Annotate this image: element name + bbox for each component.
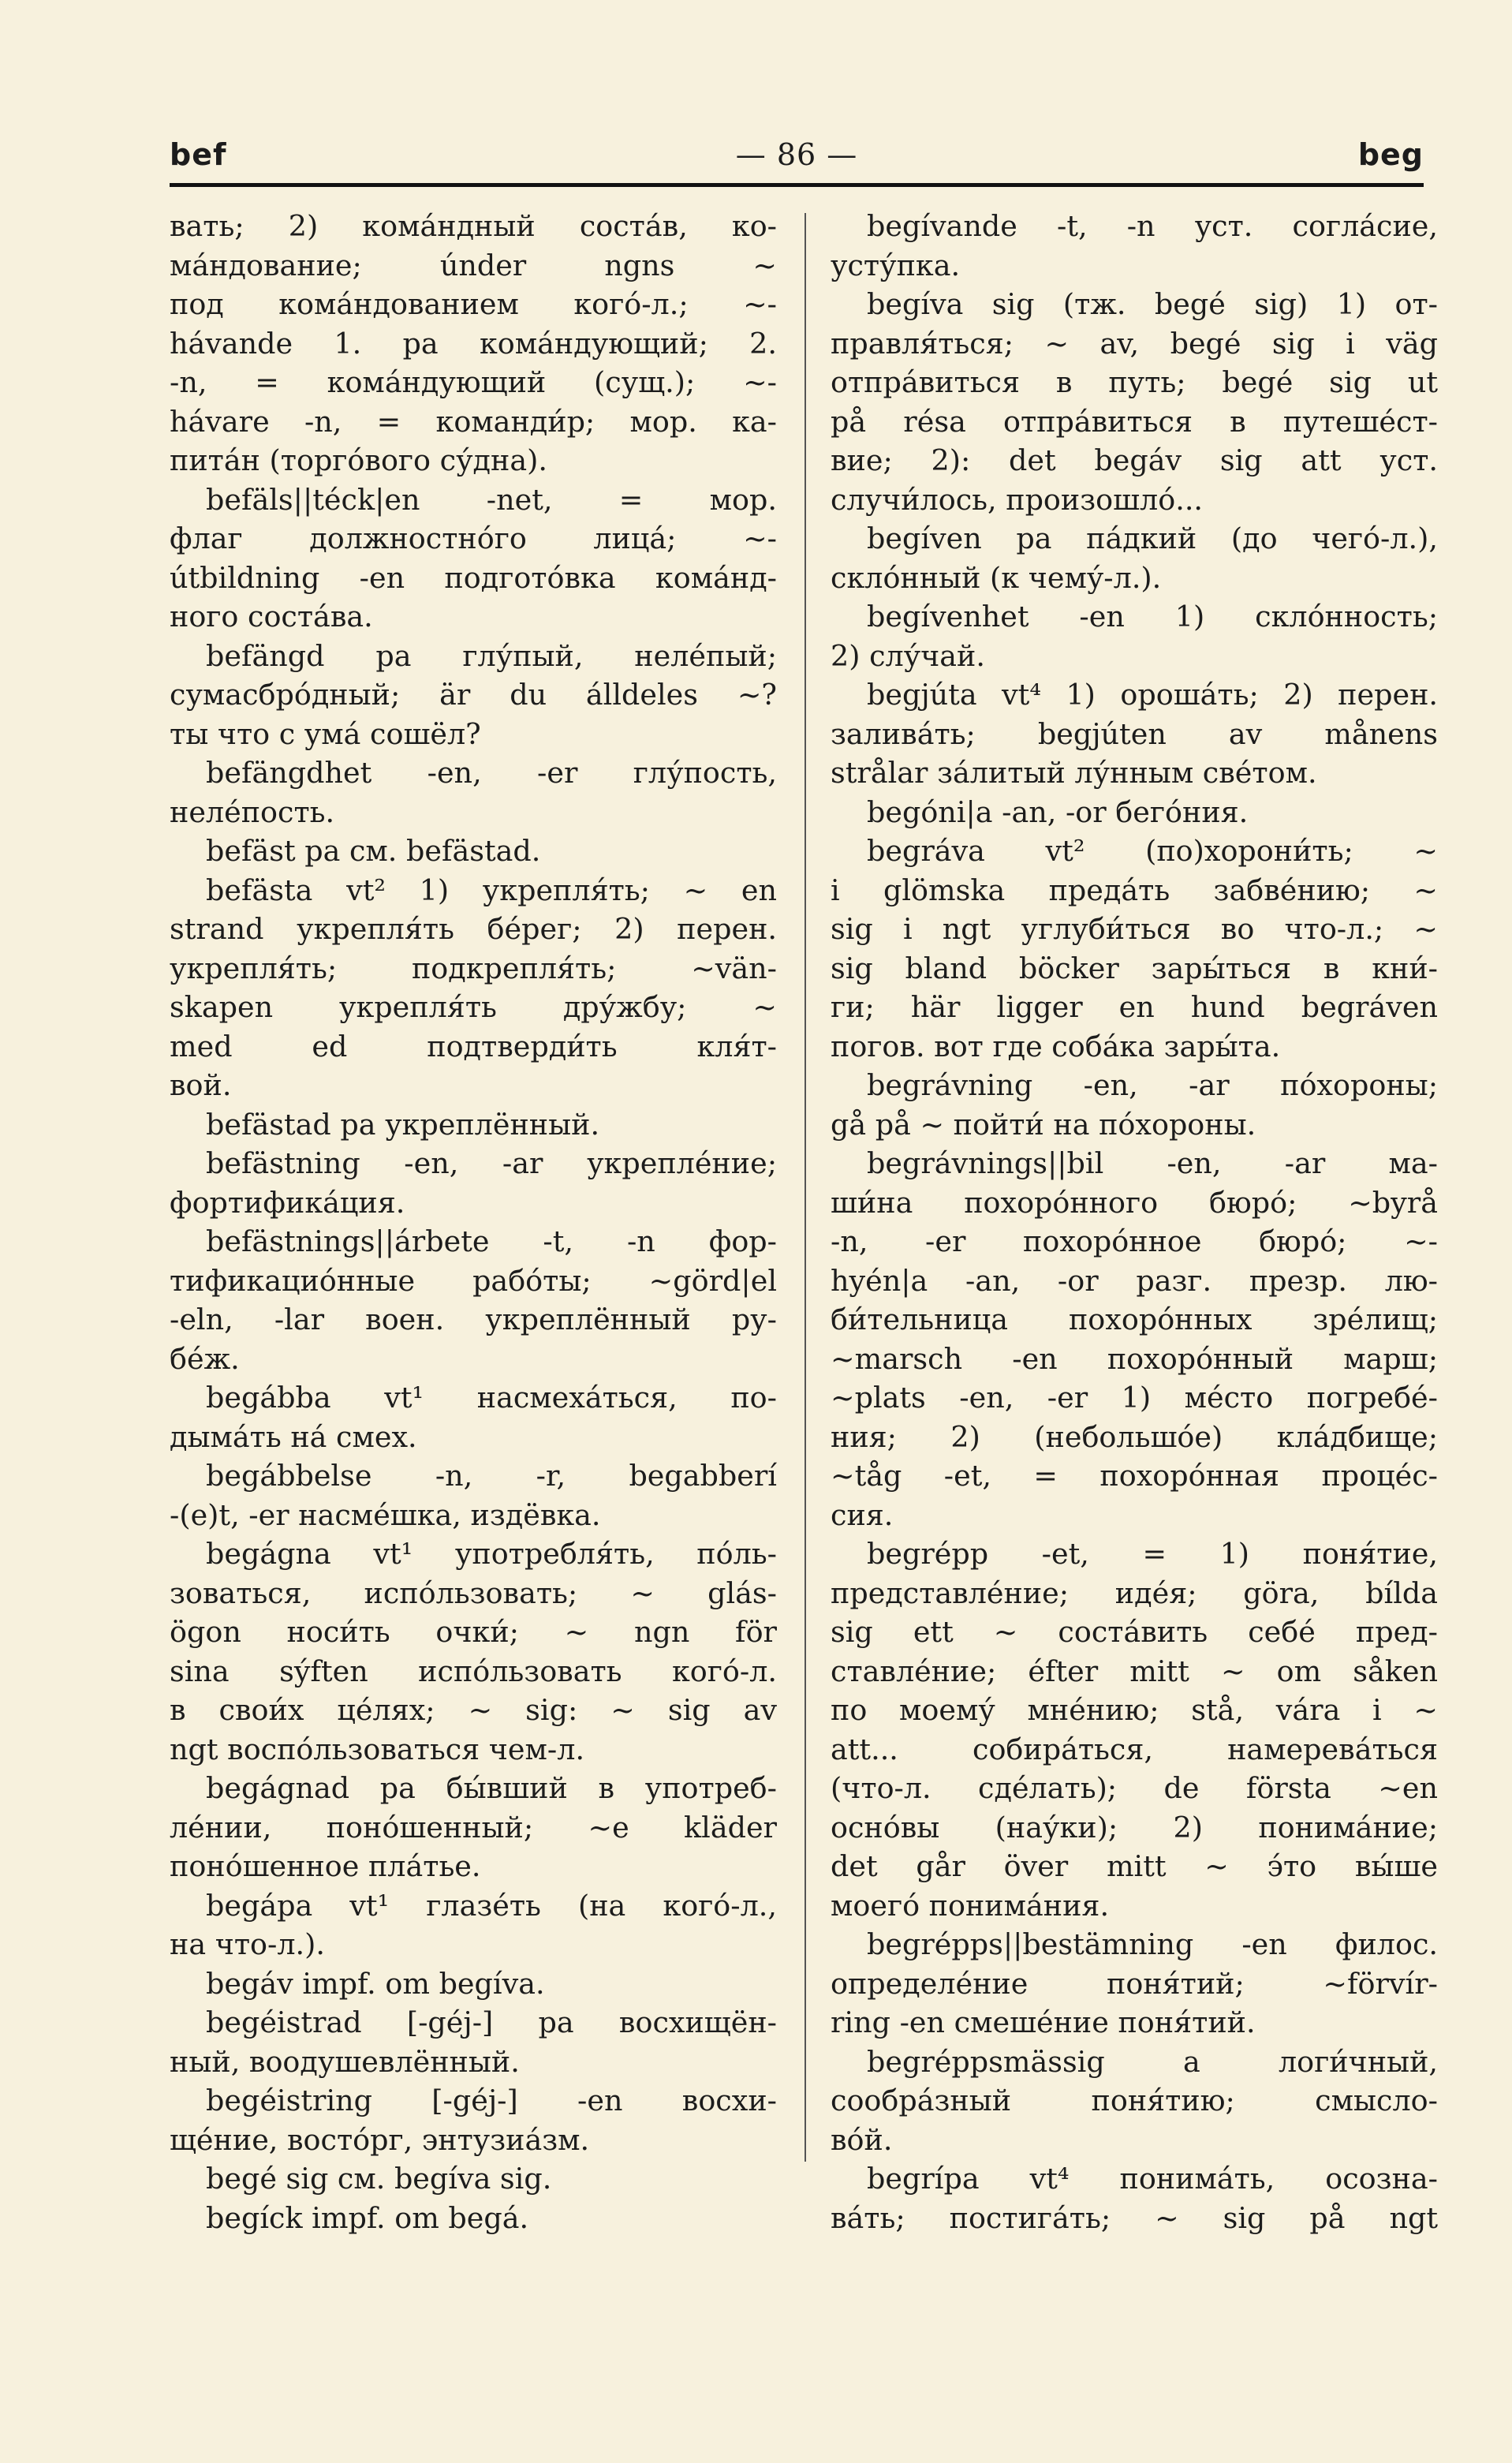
entry-line: 2) слу́чай.: [831, 638, 985, 673]
entry-line: случи́лось, произошло́...: [831, 482, 1204, 517]
entry-line: усту́пка.: [831, 248, 961, 282]
entry-line: befäst pa см. befästad.: [206, 834, 541, 868]
entry-line: begrávning -en, -ar по́хороны;: [867, 1068, 1438, 1102]
entry-line: ва́ть; постига́ть; ~ sig på ngt: [831, 2200, 1438, 2235]
entry-line: -(e)t, -er насме́шка, издёвка.: [170, 1497, 601, 1532]
entry-line: sina sýften испо́льзовать кого́-л.: [170, 1654, 777, 1688]
entry-line: strålar за́литый лу́нным све́том.: [831, 756, 1317, 790]
entry-line: сумасбро́дный; är du álldeles ~?: [170, 678, 777, 712]
entry-line: ния; 2) (небольшо́е) кла́дбище;: [831, 1419, 1438, 1454]
entry-line: begívenhet -en 1) скло́нность;: [867, 600, 1438, 634]
entry-line: флаг должностно́го лица́; ~-: [170, 521, 777, 555]
entry-line: правля́ться; ~ av, begé sig i väg: [831, 326, 1438, 361]
entry-line: sig ett ~ соста́вить себе́ пред-: [831, 1615, 1438, 1649]
entry-line: ты что с ума́ сошёл?: [170, 716, 481, 751]
entry-line: ставле́ние; éfter mitt ~ om såken: [831, 1654, 1438, 1688]
entry-line: ögon носи́ть очки́; ~ ngn för: [170, 1615, 777, 1649]
entry-line: сообра́зный поня́тию; смысло-: [831, 2084, 1438, 2117]
entry-line: begrípa vt⁴ понима́ть, осозна-: [867, 2162, 1438, 2196]
entry-line: ring -en смеше́ние поня́тий.: [831, 2005, 1256, 2039]
entry-line: -eln, -lar воен. укреплённый ру-: [170, 1303, 777, 1336]
entry-line: -n, -er похоро́нное бюро́; ~-: [831, 1224, 1438, 1258]
entry-line: útbildning -en подгото́вка кома́нд-: [170, 560, 777, 595]
entry-line: hávande 1. pa кома́ндующий; 2.: [170, 326, 777, 361]
entry-line: погов. вот где соба́ка зары́та.: [831, 1029, 1281, 1063]
entry-line: во́й.: [831, 2122, 893, 2157]
entry-line: begrépp -et, = 1) поня́тие,: [867, 1537, 1438, 1571]
entry-line: befängdhet -en, -er глу́пость,: [206, 756, 777, 790]
entry-line: ~marsch -en похоро́нный марш;: [831, 1341, 1438, 1376]
entry-line: begé sig см. begíva sig.: [206, 2162, 552, 2196]
entry-line: ный, воодушевлённый.: [170, 2044, 520, 2079]
entry-line: sig bland böcker зары́ться в кни́-: [831, 951, 1438, 985]
entry-line: дыма́ть на́ смех.: [170, 1419, 417, 1454]
entry-line: неле́пость.: [170, 794, 335, 829]
entry-line: моего́ понима́ния.: [831, 1888, 1110, 1923]
header-left-guide-word: bef: [170, 137, 227, 172]
entry-line: begéistring [-géj-] -en восхи-: [206, 2084, 777, 2117]
header-right-guide-word: beg: [1357, 137, 1424, 172]
entry-line: осно́вы (нау́ки); 2) понима́ние;: [831, 1810, 1438, 1844]
entry-line: тификацио́нные рабо́ты; ~görd|el: [170, 1263, 777, 1298]
entry-line: begréppsmässig a логи́чный,: [867, 2044, 1438, 2079]
entry-line: определе́ние поня́тий; ~förvír-: [831, 1966, 1438, 2001]
entry-line: ngt воспо́льзоваться чем-л.: [170, 1732, 585, 1766]
entry-line: befästad pa укреплённый.: [206, 1107, 600, 1142]
entry-line: begápa vt¹ глазе́ть (на кого́-л.,: [206, 1888, 777, 1923]
entry-line: begíck impf. om begá.: [206, 2200, 529, 2235]
entry-line: зоваться, испо́льзовать; ~ glás-: [170, 1575, 777, 1610]
entry-line: begívande -t, -n уст. согла́сие,: [867, 209, 1438, 243]
entry-line: befästa vt² 1) укрепля́ть; ~ en: [206, 873, 777, 907]
entry-line: скло́нный (к чему́-л.).: [831, 560, 1162, 595]
entry-line: ного соста́ва.: [170, 600, 373, 634]
entry-line: begóni|a -an, -or бего́ния.: [867, 794, 1249, 829]
entry-line: skapen укрепля́ть дру́жбу; ~: [170, 990, 777, 1024]
entry-line: вой.: [170, 1068, 232, 1102]
page-number: — 86 —: [735, 137, 858, 172]
entry-line: begágnad pa бы́вший в употреб-: [206, 1771, 777, 1805]
entry-line: begíven pa па́дкий (до чего́-л.),: [867, 521, 1438, 555]
header-rule: [170, 183, 1424, 187]
entry-line: begágna vt¹ употребля́ть, по́ль-: [206, 1537, 777, 1571]
entry-line: begéistrad [-géj-] pa восхищён-: [206, 2005, 777, 2039]
entry-line: поно́шенное пла́тье.: [170, 1849, 481, 1883]
entry-line: под кома́ндованием кого́-л.; ~-: [170, 287, 777, 321]
entry-line: ги; här ligger en hund begráven: [831, 990, 1438, 1024]
right-column: [831, 207, 1438, 2237]
entry-line: ще́ние, восто́рг, энтузиа́зм.: [170, 2122, 590, 2157]
entry-line: ма́ндование; únder ngns ~: [170, 248, 777, 282]
entry-line: укрепля́ть; подкрепля́ть; ~vän-: [170, 951, 777, 985]
entry-line: hyén|a -an, -or разг. презр. лю-: [831, 1263, 1438, 1298]
entry-line: пита́н (торго́вого су́дна).: [170, 443, 547, 477]
entry-line: begíva sig (тж. begé sig) 1) от-: [867, 287, 1438, 321]
entry-line: hávare -n, = команди́р; мор. ка-: [170, 404, 777, 439]
entry-line: ~plats -en, -er 1) ме́сто погребе́-: [831, 1381, 1438, 1415]
entry-line: att... собира́ться, намерева́ться: [831, 1732, 1438, 1766]
entry-line: strand укрепля́ть бе́рег; 2) перен.: [170, 912, 777, 946]
entry-line: begráva vt² (по)хорони́ть; ~: [867, 834, 1438, 868]
entry-line: залива́ть; begjúten av månens: [831, 716, 1438, 751]
entry-line: befästnings||árbete -t, -n фор-: [206, 1224, 777, 1258]
entry-line: вать; 2) кома́ндный соста́в, ко-: [170, 209, 777, 243]
entry-line: бе́ж.: [170, 1341, 240, 1376]
entry-line: фортифика́ция.: [170, 1185, 405, 1220]
column-divider: [805, 213, 806, 2162]
entry-line: begábba vt¹ насмеха́ться, по-: [206, 1381, 777, 1415]
entry-line: begjúta vt⁴ 1) ороша́ть; 2) перен.: [867, 678, 1438, 712]
entry-line: сия.: [831, 1497, 894, 1532]
entry-line: befängd pa глу́пый, неле́пый;: [206, 638, 777, 673]
entry-line: med ed подтверди́ть кля́т-: [170, 1029, 777, 1063]
entry-line: би́тельница похоро́нных зре́лищ;: [831, 1303, 1438, 1336]
entry-line: в свои́х це́лях; ~ sig: ~ sig av: [170, 1693, 777, 1727]
entry-line: по моему́ мне́нию; stå, vára i ~: [831, 1693, 1438, 1727]
entry-line: befästning -en, -ar укрепле́ние;: [206, 1146, 777, 1180]
entry-line: i glömska преда́ть забве́нию; ~: [831, 873, 1438, 907]
entry-line: det går över mitt ~ э́то вы́ше: [831, 1849, 1438, 1883]
running-header: [170, 133, 1424, 180]
entry-line: begáv impf. om begíva.: [206, 1966, 545, 2001]
entry-line: ши́на похоро́нного бюро́; ~byrå: [831, 1185, 1438, 1220]
entry-line: -n, = кома́ндующий (сущ.); ~-: [170, 365, 777, 399]
entry-line: gå på ~ пойти́ на по́хороны.: [831, 1107, 1256, 1142]
entry-line: ле́нии, поно́шенный; ~e kläder: [170, 1810, 777, 1844]
entry-line: begrávnings||bil -en, -ar ма-: [867, 1146, 1438, 1180]
entry-line: (что-л. сде́лать); de förstа ~en: [831, 1771, 1438, 1805]
entry-line: befäls||téck|en -net, = мор.: [206, 482, 777, 517]
entry-line: begábbelse -n, -r, begabberí: [206, 1459, 777, 1493]
entry-line: вие; 2): det begáv sig att уст.: [831, 443, 1438, 477]
entry-line: sig i ngt углуби́ться во что-л.; ~: [831, 912, 1438, 946]
entry-line: begrépps||bestämning -en филос.: [867, 1927, 1438, 1961]
entry-line: på résa отпра́виться в путеше́ст-: [831, 404, 1438, 439]
entry-line: ~tåg -et, = похоро́нная проце́с-: [831, 1459, 1438, 1493]
entry-line: на что-л.).: [170, 1927, 325, 1961]
entry-line: отпра́виться в путь; begé sig ut: [831, 365, 1438, 399]
entry-line: представле́ние; иде́я; göra, bílda: [831, 1575, 1438, 1610]
left-column: [170, 207, 777, 2237]
